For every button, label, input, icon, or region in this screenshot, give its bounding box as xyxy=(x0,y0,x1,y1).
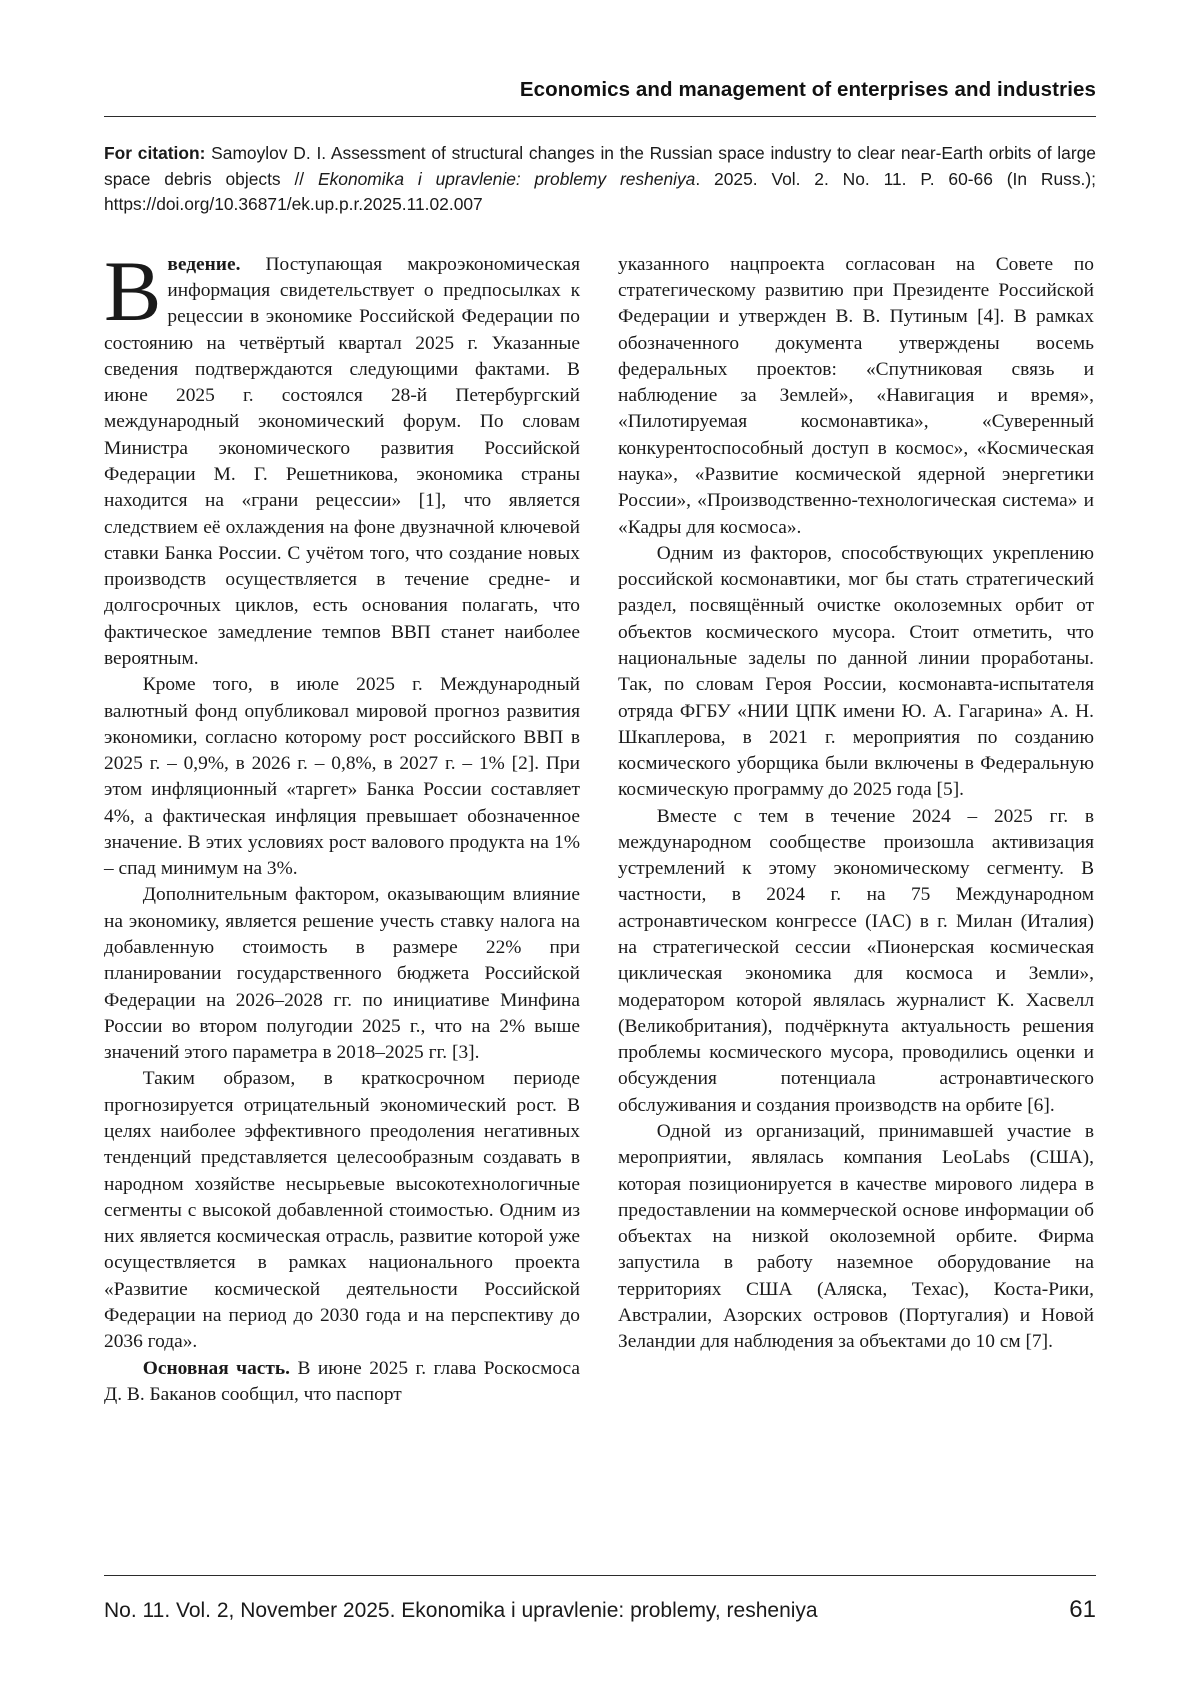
intro-text: Поступающая макроэкономическая информация свидетельствует о предпосылках к рецессии в экономике Российской Федерации по состоянию на четвёртый квартал 2025 г. Указанные сведения подтверждаются следующими фактами. В июне 2025 г. состоялся 28-й Петербургский международный экономический форум. По словам Министра экономического развития Российской Федерации М. Г. Решетникова, экономика страны находится на «грани рецессии» [1], что является следствием её охлаждения на фоне двузначной ключевой ставки Банка России. С учётом того, что создание новых производств осуществляется в течение средне- и долгосрочных циклов, есть основания полагать, что фактическое замедление темпов ВВП станет наиболее вероятным. xyxy=(104,253,580,669)
right-paragraph-4: Одной из организаций, принимавшей участие в мероприятии, являлась компания LeoLabs (США), которая позиционируется в качестве мирового лидера в предоставлении на коммерческой основе информации об объектах на низкой околоземной орбите. Фирма запустила в работу наземное оборудование на территориях США (Аляска, Техас), Коста-Рики, Австралии, Азорских островов (Португалия) и Новой Зеландии для наблюдения за объектами до 10 см [7]. xyxy=(618,1121,1094,1353)
drop-cap: В xyxy=(104,242,162,339)
main-part-text: В июне 2025 г. глава Роскосмоса Д. В. Баканов сообщил, что паспорт xyxy=(104,1357,580,1405)
left-paragraph-3: Дополнительным фактором, оказывающим влияние на экономику, является решение учесть ставку налога на добавленную стоимость в размере 22% при планировании государственного бюджета Российской Федерации на 2026–2028 гг. по инициативе Минфина России во втором полугодии 2025 г., что на 2% выше значений этого параметра в 2018–2025 гг. [3]. xyxy=(104,884,580,1064)
main-part-heading: Основная часть. xyxy=(142,1357,291,1379)
footer-divider xyxy=(104,1575,1096,1576)
right-paragraph-3: Вместе с тем в течение 2024 – 2025 гг. в международном сообществе произошла активизация устремлений к этому экономическому сегменту. В частности, в 2024 г. на 75 Международном астронавтическом конгрессе (IAC) в г. Милан (Италия) на стратегической сессии «Пионерская космическая циклическая экономика для космоса и Земли», модератором которой являлась журналист К. Хасвелл (Великобритания), подчёркнута актуальность решения проблемы космического мусора, проводились оценки и обсуждения потенциала астронавтического обслуживания и создания производств на орбите [6]. xyxy=(618,805,1094,1116)
left-paragraph-5 xyxy=(104,1356,580,1409)
right-paragraph-2: Одним из факторов, способствующих укреплению российской космонавтики, мог бы стать стратегический раздел, посвящённый очистке околоземных орбит от объектов космического мусора. Стоит отметить, что национальные заделы по данной линии проработаны. Так, по словам Героя России, космонавта-испытателя отряда ФГБУ «НИИ ЦПК имени Ю. А. Гагарина» А. Н. Шкаплерова, в 2021 г. мероприятия по созданию космического уборщика были включены в Федеральную космическую программу до 2025 года [5]. xyxy=(618,542,1094,801)
body-columns xyxy=(104,242,1096,1408)
citation-journal: Ekonomika i upravlenie: problemy resheniya xyxy=(318,168,696,189)
citation-text-before: Samoylov D. I. Assessment of structural changes in the Russian space industry to clear near-Earth orbits of large space debris objects // xyxy=(104,143,1096,189)
citation-block xyxy=(104,141,1096,218)
right-column xyxy=(618,252,1094,1356)
citation-text-after: . 2025. Vol. 2. No. 11. P. 60-66 (In Russ.); https://doi.org/10.36871/ek.up.p.r.2025.11.02.007 xyxy=(104,168,1096,215)
running-head: Economics and management of enterprises and industries xyxy=(519,78,1096,101)
left-paragraph-2: Кроме того, в июле 2025 г. Международный валютный фонд опубликовал мировой прогноз развития экономики, согласно которому рост российского ВВП в 2025 г. – 0,9%, в 2026 г. – 0,8%, в 2027 г. – 1% [2]. При этом инфляционный «таргет» Банка России составляет 4%, а фактическая инфляция превышает обозначенное значение. В этих условиях рост валового продукта на 1% – спад минимум на 3%. xyxy=(104,674,580,880)
footer-issue-line: No. 11. Vol. 2, November 2025. Ekonomika i upravlenie: problemy, resheniya xyxy=(104,1599,818,1622)
header-divider xyxy=(104,116,1096,117)
intro-paragraph xyxy=(104,242,580,673)
right-paragraph-1: указанного нацпроекта согласован на Совете по стратегическому развитию при Президенте Российской Федерации и утвержден В. В. Путиным [4]. В рамках обозначенного документа утверждены восемь федеральных проектов: «Спутниковая связь и наблюдение за Землей», «Навигация и время», «Пилотируемая космонавтика», «Суверенный конкурентоспособный доступ в космос», «Космическая наука», «Развитие космической ядерной энергетики России», «Производственно-технологическая система» и «Кадры для космоса». xyxy=(618,253,1094,538)
page-number: 61 xyxy=(1069,1596,1096,1623)
page-footer xyxy=(104,1575,1096,1624)
citation-label: For citation: xyxy=(104,143,206,163)
left-paragraph-4: Таким образом, в краткосрочном периоде прогнозируется отрицательный экономический рост. В целях наиболее эффективного преодоления негативных тенденций представляется целесообразным создавать в народном хозяйстве несырьевые высокотехнологичные сегменты с высокой добавленной стоимостью. Одним из них является космическая отрасль, развитие которой уже осуществляется в рамках национального проекта «Развитие космической деятельности Российской Федерации на период до 2030 года и на перспективу до 2036 года». xyxy=(104,1068,580,1353)
intro-heading: ведение. xyxy=(167,253,241,275)
footer-row xyxy=(104,1596,1096,1624)
left-column xyxy=(104,242,580,1408)
